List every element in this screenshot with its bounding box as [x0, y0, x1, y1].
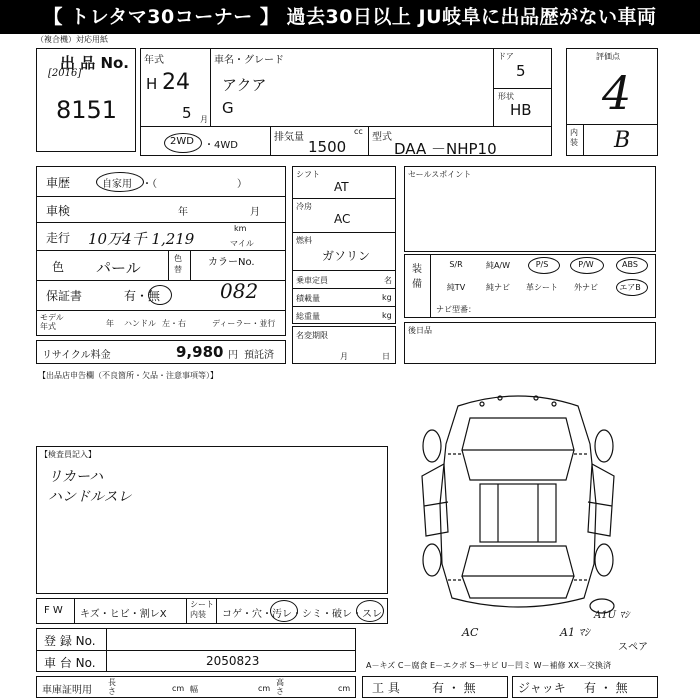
- garage-label: 車庫証明用: [42, 685, 92, 696]
- color-no-label: カラーNo.: [208, 257, 255, 268]
- equip-ps: P/S: [535, 260, 549, 269]
- handle-value: 左・右: [162, 319, 186, 328]
- equipment-label: 装備: [412, 264, 422, 290]
- total-weight-label: 総重量: [296, 312, 320, 321]
- seat-items: コゲ・穴・汚レ・シミ・破レ・スレ: [222, 609, 382, 620]
- car-diagram: [414, 384, 622, 620]
- fw-label: F W: [44, 605, 63, 616]
- later-box: [404, 322, 656, 364]
- spare-label: スペア: [618, 642, 648, 653]
- ac-label: 冷房: [296, 202, 312, 211]
- fuel-label: 燃料: [296, 236, 312, 245]
- displacement-label: 排気量: [274, 132, 304, 143]
- month-unit: 月: [200, 115, 208, 124]
- model-year-unit: 年: [106, 319, 114, 328]
- tools-label: 工 具: [372, 681, 400, 695]
- tools-value: 有 ・ 無: [432, 681, 476, 695]
- mileage-value: 10万4千 1,219: [88, 230, 195, 248]
- drive-2wd: 2WD: [170, 136, 194, 147]
- history-label: 車歴: [46, 176, 71, 190]
- equip-ext-navi: 外ナビ: [574, 283, 598, 292]
- inspector-note-2: ハンドルスレ: [48, 489, 132, 505]
- equip-leather: 革シート: [526, 283, 558, 292]
- equip-pw-circle: [570, 257, 604, 274]
- fw-items: キズ・ヒビ・割レX: [80, 609, 167, 620]
- year-value: 24: [162, 70, 190, 95]
- seat-wear-circle: [356, 600, 384, 622]
- mark-ac: AC: [462, 626, 479, 639]
- jack-label: ジャッキ: [518, 681, 566, 695]
- load-unit: kg: [382, 293, 392, 302]
- registration-label: 登 録 No.: [44, 634, 96, 648]
- mark-a1: A1 ﾏｼ: [560, 626, 590, 639]
- equip-tv: 純TV: [446, 283, 466, 292]
- mileage-label: 走行: [46, 231, 71, 245]
- inspection-month-unit: 月: [250, 207, 260, 218]
- load-label: 積載量: [296, 294, 320, 303]
- warranty-label: 保証書: [46, 289, 83, 303]
- equip-ps-circle: [528, 257, 560, 274]
- later-label: 後日品: [408, 326, 432, 335]
- lot-number: 8151: [56, 96, 118, 124]
- name-label: 車名・グレード: [214, 55, 284, 66]
- ac-value: AC: [334, 212, 351, 226]
- mileage-km: km: [234, 224, 247, 233]
- shape-label: 形状: [498, 92, 514, 101]
- lot-label: 出 品 No.: [60, 54, 130, 72]
- length-label: 長さ: [108, 678, 116, 696]
- equip-airbag-circle: [616, 279, 648, 296]
- recycle-unit: 円: [228, 350, 238, 361]
- fuel-value: ガソリン: [322, 249, 371, 263]
- equip-pw: P/W: [578, 260, 594, 269]
- inspection-label: 車検: [46, 204, 71, 218]
- doors-label: ドア: [498, 52, 514, 61]
- color-no-value: 082: [220, 279, 259, 303]
- equip-abs-circle: [616, 257, 648, 274]
- year-stamp: [2016]: [48, 68, 82, 79]
- navi-label: ナビ型番：: [436, 305, 476, 314]
- total-weight-unit: kg: [382, 311, 392, 320]
- jack-value: 有 ・ 無: [584, 681, 628, 695]
- width-unit: cm: [258, 684, 271, 693]
- seat-stain-circle: [270, 600, 298, 622]
- year-label: 年式: [144, 55, 164, 66]
- damage-legend: A－キズ C－腐食 E－エクボ S－サビ U－凹ミ W－補修 XX－交換済: [366, 661, 612, 670]
- paper-note: （複合機）対応用紙: [36, 35, 108, 44]
- capacity-label: 乗車定員: [296, 276, 328, 285]
- height-unit: cm: [338, 684, 351, 693]
- history-rest: ・（ ）: [142, 179, 247, 190]
- height-label: 高さ: [276, 678, 284, 696]
- car-grade: G: [222, 99, 234, 117]
- recycle-deposit: 預託済: [244, 350, 274, 361]
- month-value: 5: [182, 104, 192, 122]
- mileage-mile: マイル: [230, 239, 254, 248]
- warranty-value: 有・無: [124, 289, 161, 303]
- color-value: パール: [96, 259, 141, 277]
- mark-a1u: A1U ﾏｼ: [594, 610, 630, 621]
- score-value: 4: [602, 66, 632, 120]
- car-name: アクア: [222, 76, 267, 94]
- length-unit: cm: [172, 684, 185, 693]
- inspector-label: 【検査員記入】: [40, 450, 96, 459]
- model-year-label: モデル年式: [40, 313, 64, 331]
- chassis-value: 2050823: [206, 654, 260, 668]
- era: H: [146, 75, 158, 93]
- warranty-circle: [148, 285, 172, 305]
- name-change-label: 名変期限: [296, 331, 328, 340]
- displacement-value: 1500: [308, 138, 347, 156]
- color-label: 色: [52, 260, 65, 274]
- history-value: 自家用: [102, 179, 132, 190]
- model-value: DAA －NHP10: [394, 140, 497, 158]
- handle-label: ハンドル: [124, 319, 156, 328]
- score-label: 評価点: [596, 52, 620, 61]
- model-label: 型式: [372, 132, 392, 143]
- interior-value: B: [614, 128, 631, 153]
- inspection-year-unit: 年: [178, 207, 188, 218]
- inspector-note-1: リカーハ: [48, 469, 104, 485]
- equip-abs: ABS: [622, 260, 638, 269]
- color-change-label: 色替: [174, 254, 182, 274]
- sales-point-label: セールスポイント: [408, 170, 472, 179]
- banner-title: 【 トレタマ30コーナー 】 過去30日以上 JU岐阜に出品歴がない車両: [0, 0, 700, 34]
- seller-notes-label: 【出品店申告欄（不良箇所・欠品・注意事項等）】: [38, 371, 218, 380]
- drive-4wd: ・4WD: [204, 140, 238, 151]
- interior-label: 内装: [570, 128, 578, 147]
- shape-value: HB: [510, 101, 532, 119]
- equip-navi: 純ナビ: [486, 283, 510, 292]
- capacity-unit: 名: [384, 276, 392, 285]
- doors-value: 5: [516, 62, 526, 80]
- equip-sr: S/R: [449, 260, 463, 269]
- name-change-month: 月: [340, 352, 348, 361]
- recycle-amount: 9,980: [176, 343, 224, 361]
- shift-label: シフト: [296, 170, 320, 179]
- chassis-label: 車 台 No.: [44, 656, 96, 670]
- seat-label: シート内装: [190, 600, 214, 619]
- name-change-day: 日: [382, 352, 390, 361]
- shift-value: AT: [334, 180, 349, 194]
- equip-aw: 純A/W: [485, 261, 511, 270]
- recycle-label: リサイクル料金: [42, 350, 111, 361]
- displacement-unit: cc: [354, 127, 363, 136]
- dealer-label: ディーラー・並行: [212, 319, 276, 328]
- width-label: 幅: [190, 685, 198, 694]
- equip-airbag: エアB: [619, 283, 641, 292]
